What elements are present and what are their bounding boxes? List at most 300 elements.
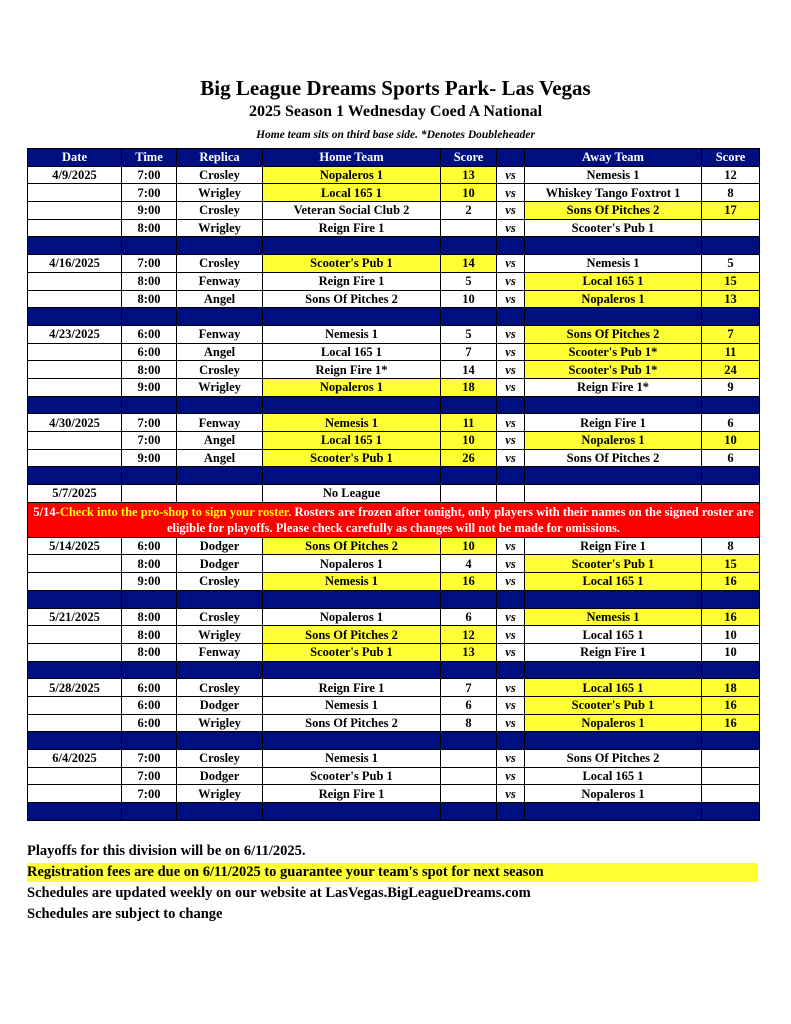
date-cell [28,361,122,379]
game-row [28,626,760,644]
vs-cell: vs [497,626,525,644]
time-cell: 7:00 [122,785,177,803]
separator-cell [28,661,122,679]
date-cell [28,696,122,714]
separator-cell [263,803,441,821]
column-header-home-team: Home Team [263,149,441,167]
date-cell [28,767,122,785]
away-team-cell: Sons Of Pitches 2 [525,202,702,220]
home-team-cell: Veteran Social Club 2 [263,202,441,220]
time-cell: 9:00 [122,202,177,220]
replica-cell: Crosley [177,679,263,697]
table-header-row [28,149,760,167]
separator-cell [441,467,497,485]
away-team-cell: Reign Fire 1 [525,414,702,432]
away-score-cell: 24 [702,361,760,379]
away-score-cell: 18 [702,679,760,697]
separator-cell [441,308,497,326]
date-cell: 4/23/2025 [28,325,122,343]
time-cell: 8:00 [122,643,177,661]
date-cell [28,555,122,573]
time-cell: 6:00 [122,325,177,343]
away-team-cell: Local 165 1 [525,272,702,290]
replica-cell: Dodger [177,767,263,785]
away-score-cell: 17 [702,202,760,220]
separator-cell [441,803,497,821]
away-score-cell: 16 [702,714,760,732]
vs-cell: vs [497,449,525,467]
schedule-table [27,148,760,821]
game-row [28,343,760,361]
date-cell: 4/9/2025 [28,166,122,184]
time-cell: 8:00 [122,361,177,379]
vs-cell: vs [497,750,525,768]
separator-cell [497,803,525,821]
separator-cell [525,590,702,608]
time-cell: 8:00 [122,290,177,308]
vs-cell: vs [497,255,525,273]
separator-cell [122,803,177,821]
separator-cell [28,590,122,608]
date-cell: 5/14/2025 [28,537,122,555]
separator-cell [122,237,177,255]
time-cell: 7:00 [122,255,177,273]
home-score-cell: 7 [441,343,497,361]
away-team-cell: Local 165 1 [525,679,702,697]
separator-cell [702,467,760,485]
away-score-cell: 16 [702,573,760,591]
date-cell [28,432,122,450]
game-row [28,555,760,573]
home-score-cell: 4 [441,555,497,573]
replica-cell: Dodger [177,555,263,573]
separator-cell [263,732,441,750]
separator-cell [263,396,441,414]
away-team-cell: Sons Of Pitches 2 [525,449,702,467]
home-score-cell: 12 [441,626,497,644]
date-cell: 5/28/2025 [28,679,122,697]
subject-to-change-note: Schedules are subject to change [27,906,223,922]
home-team-cell: Sons Of Pitches 2 [263,714,441,732]
home-team-cell: Nopaleros 1 [263,166,441,184]
separator-cell [497,467,525,485]
replica-cell: Crosley [177,255,263,273]
home-score-cell: 5 [441,272,497,290]
time-cell: 7:00 [122,414,177,432]
home-team-cell: Local 165 1 [263,184,441,202]
away-team-cell: Nemesis 1 [525,255,702,273]
separator-cell [263,661,441,679]
date-cell [28,290,122,308]
time-cell: 6:00 [122,714,177,732]
game-row [28,325,760,343]
home-team-cell: No League [263,485,441,503]
home-team-cell: Local 165 1 [263,432,441,450]
date-cell [28,573,122,591]
away-score-cell [702,219,760,237]
roster-alert-banner [28,502,760,537]
date-cell [28,343,122,361]
game-row [28,750,760,768]
game-row [28,767,760,785]
separator-cell [441,661,497,679]
home-score-cell: 13 [441,166,497,184]
separator-cell [122,396,177,414]
game-row [28,449,760,467]
home-score-cell [441,750,497,768]
game-row [28,573,760,591]
vs-cell: vs [497,714,525,732]
home-score-cell: 6 [441,696,497,714]
separator-cell [28,732,122,750]
column-header-away-score: Score [702,149,760,167]
away-score-cell: 15 [702,555,760,573]
separator-cell [702,732,760,750]
replica-cell: Crosley [177,750,263,768]
separator-cell [177,661,263,679]
column-header-date: Date [28,149,122,167]
replica-cell: Fenway [177,325,263,343]
separator-cell [177,803,263,821]
time-cell [122,485,177,503]
away-team-cell: Reign Fire 1 [525,537,702,555]
vs-cell: vs [497,378,525,396]
column-header-away-team: Away Team [525,149,702,167]
separator-cell [441,237,497,255]
column-header-time: Time [122,149,177,167]
home-score-cell: 13 [441,643,497,661]
alert-instruction: Check into the pro-shop to sign your roster. [59,504,292,519]
time-cell: 8:00 [122,626,177,644]
away-score-cell: 16 [702,608,760,626]
separator-cell [263,467,441,485]
home-score-cell [441,485,497,503]
vs-cell: vs [497,202,525,220]
replica-cell: Wrigley [177,219,263,237]
away-team-cell: Nopaleros 1 [525,432,702,450]
away-team-cell: Reign Fire 1* [525,378,702,396]
away-team-cell: Scooter's Pub 1 [525,219,702,237]
home-team-cell: Scooter's Pub 1 [263,449,441,467]
game-row [28,785,760,803]
home-score-cell: 6 [441,608,497,626]
home-team-cell: Reign Fire 1 [263,679,441,697]
time-cell: 6:00 [122,343,177,361]
vs-cell: vs [497,343,525,361]
column-header-replica: Replica [177,149,263,167]
time-cell: 6:00 [122,679,177,697]
home-team-cell: Reign Fire 1 [263,219,441,237]
replica-cell: Crosley [177,202,263,220]
game-row [28,361,760,379]
vs-cell: vs [497,272,525,290]
date-cell [28,202,122,220]
home-score-cell: 26 [441,449,497,467]
time-cell: 9:00 [122,449,177,467]
vs-cell: vs [497,290,525,308]
date-cell: 5/21/2025 [28,608,122,626]
replica-cell: Dodger [177,537,263,555]
separator-cell [525,661,702,679]
away-team-cell: Nopaleros 1 [525,290,702,308]
separator-cell [177,732,263,750]
separator-cell [28,237,122,255]
replica-cell: Angel [177,290,263,308]
separator-cell [177,237,263,255]
vs-cell: vs [497,361,525,379]
separator-cell [497,396,525,414]
time-cell: 7:00 [122,184,177,202]
away-team-cell: Nopaleros 1 [525,785,702,803]
separator-cell [702,661,760,679]
vs-cell: vs [497,643,525,661]
page-subtitle: 2025 Season 1 Wednesday Coed A National [248,103,543,120]
home-score-cell: 7 [441,679,497,697]
home-score-cell: 10 [441,537,497,555]
away-score-cell [702,785,760,803]
away-team-cell: Nemesis 1 [525,608,702,626]
replica-cell: Crosley [177,166,263,184]
home-team-cell: Nemesis 1 [263,414,441,432]
vs-cell: vs [497,573,525,591]
away-score-cell: 8 [702,537,760,555]
date-cell: 6/4/2025 [28,750,122,768]
home-score-cell: 16 [441,573,497,591]
home-team-cell: Local 165 1 [263,343,441,361]
replica-cell: Wrigley [177,785,263,803]
away-score-cell [702,485,760,503]
away-score-cell: 12 [702,166,760,184]
date-cell [28,714,122,732]
home-team-cell: Nemesis 1 [263,325,441,343]
roster-alert-row [28,502,760,537]
week-separator-row [28,308,760,326]
date-cell [28,643,122,661]
away-score-cell: 5 [702,255,760,273]
date-cell: 4/30/2025 [28,414,122,432]
home-team-cell: Sons Of Pitches 2 [263,290,441,308]
game-row [28,166,760,184]
replica-cell: Wrigley [177,714,263,732]
game-row [28,432,760,450]
game-row [28,202,760,220]
time-cell: 6:00 [122,696,177,714]
separator-cell [702,590,760,608]
away-score-cell [702,750,760,768]
home-score-cell [441,785,497,803]
home-score-cell [441,219,497,237]
replica-cell: Fenway [177,272,263,290]
home-team-cell: Scooter's Pub 1 [263,643,441,661]
vs-cell: vs [497,325,525,343]
separator-cell [122,467,177,485]
time-cell: 7:00 [122,750,177,768]
home-score-cell: 14 [441,255,497,273]
home-team-cell: Reign Fire 1 [263,272,441,290]
away-team-cell: Sons Of Pitches 2 [525,325,702,343]
away-score-cell: 6 [702,449,760,467]
game-row [28,378,760,396]
game-row [28,537,760,555]
home-team-cell: Nopaleros 1 [263,608,441,626]
page-title: Big League Dreams Sports Park- Las Vegas [200,76,591,100]
separator-cell [702,803,760,821]
separator-cell [525,732,702,750]
separator-cell [497,590,525,608]
separator-cell [497,661,525,679]
week-separator-row [28,396,760,414]
away-score-cell: 7 [702,325,760,343]
date-cell [28,219,122,237]
vs-cell: vs [497,696,525,714]
time-cell: 8:00 [122,219,177,237]
replica-cell: Fenway [177,643,263,661]
replica-cell [177,485,263,503]
separator-cell [177,590,263,608]
alert-date: 5/14- [33,504,60,519]
separator-cell [28,308,122,326]
column-header-home-score: Score [441,149,497,167]
home-score-cell: 8 [441,714,497,732]
separator-cell [122,732,177,750]
away-score-cell: 10 [702,626,760,644]
separator-cell [122,308,177,326]
separator-cell [497,308,525,326]
column-header-vs [497,149,525,167]
separator-cell [122,590,177,608]
registration-note: Registration fees are due on 6/11/2025 to guarantee your team's spot for next season [27,863,758,882]
date-cell [28,449,122,467]
separator-cell [177,467,263,485]
vs-cell: vs [497,166,525,184]
home-team-cell: Nopaleros 1 [263,555,441,573]
vs-cell: vs [497,537,525,555]
date-cell [28,785,122,803]
separator-cell [525,803,702,821]
home-score-cell: 18 [441,378,497,396]
week-separator-row [28,237,760,255]
separator-cell [702,237,760,255]
home-team-cell: Scooter's Pub 1 [263,767,441,785]
date-cell: 5/7/2025 [28,485,122,503]
away-score-cell: 10 [702,432,760,450]
replica-cell: Crosley [177,573,263,591]
alert-text: Rosters are frozen after tonight, only players with their names on the signed roster are eligible for playoffs. Please check carefully as changes will not be made for omissions. [166,504,754,535]
away-team-cell: Local 165 1 [525,767,702,785]
replica-cell: Wrigley [177,184,263,202]
game-row [28,272,760,290]
time-cell: 8:00 [122,608,177,626]
vs-cell: vs [497,414,525,432]
home-score-cell [441,767,497,785]
separator-cell [525,467,702,485]
game-row [28,485,760,503]
separator-cell [525,396,702,414]
date-cell [28,184,122,202]
vs-cell [497,485,525,503]
game-row [28,290,760,308]
home-score-cell: 11 [441,414,497,432]
home-team-cell: Sons Of Pitches 2 [263,626,441,644]
replica-cell: Angel [177,343,263,361]
replica-cell: Fenway [177,414,263,432]
time-cell: 6:00 [122,537,177,555]
away-team-cell: Scooter's Pub 1 [525,696,702,714]
playoffs-note: Playoffs for this division will be on 6/11/2025. [27,843,306,859]
away-team-cell: Reign Fire 1 [525,643,702,661]
away-team-cell: Scooter's Pub 1* [525,361,702,379]
vs-cell: vs [497,608,525,626]
home-score-cell: 10 [441,432,497,450]
game-row [28,696,760,714]
away-score-cell: 15 [702,272,760,290]
header-note: Home team sits on third base side. *Denotes Doubleheader [256,129,535,141]
vs-cell: vs [497,679,525,697]
week-separator-row [28,803,760,821]
time-cell: 9:00 [122,378,177,396]
separator-cell [122,661,177,679]
time-cell: 9:00 [122,573,177,591]
home-team-cell: Reign Fire 1 [263,785,441,803]
time-cell: 8:00 [122,555,177,573]
game-row [28,414,760,432]
home-score-cell: 5 [441,325,497,343]
replica-cell: Crosley [177,608,263,626]
separator-cell [702,308,760,326]
separator-cell [441,396,497,414]
vs-cell: vs [497,432,525,450]
replica-cell: Wrigley [177,626,263,644]
away-score-cell: 6 [702,414,760,432]
separator-cell [177,308,263,326]
replica-cell: Angel [177,432,263,450]
date-cell: 4/16/2025 [28,255,122,273]
week-separator-row [28,732,760,750]
away-team-cell: Scooter's Pub 1* [525,343,702,361]
game-row [28,679,760,697]
away-score-cell: 8 [702,184,760,202]
website-note: Schedules are updated weekly on our website at LasVegas.BigLeagueDreams.com [27,885,531,901]
away-team-cell: Local 165 1 [525,573,702,591]
away-score-cell: 13 [702,290,760,308]
vs-cell: vs [497,767,525,785]
separator-cell [497,237,525,255]
replica-cell: Wrigley [177,378,263,396]
game-row [28,219,760,237]
game-row [28,184,760,202]
home-team-cell: Nopaleros 1 [263,378,441,396]
date-cell [28,272,122,290]
home-score-cell: 14 [441,361,497,379]
away-team-cell [525,485,702,503]
vs-cell: vs [497,555,525,573]
home-team-cell: Sons Of Pitches 2 [263,537,441,555]
week-separator-row [28,467,760,485]
away-score-cell: 11 [702,343,760,361]
away-score-cell: 9 [702,378,760,396]
separator-cell [177,396,263,414]
away-score-cell [702,767,760,785]
separator-cell [263,308,441,326]
separator-cell [525,308,702,326]
replica-cell: Angel [177,449,263,467]
separator-cell [497,732,525,750]
date-cell [28,626,122,644]
vs-cell: vs [497,184,525,202]
separator-cell [525,237,702,255]
time-cell: 8:00 [122,272,177,290]
home-team-cell: Nemesis 1 [263,696,441,714]
